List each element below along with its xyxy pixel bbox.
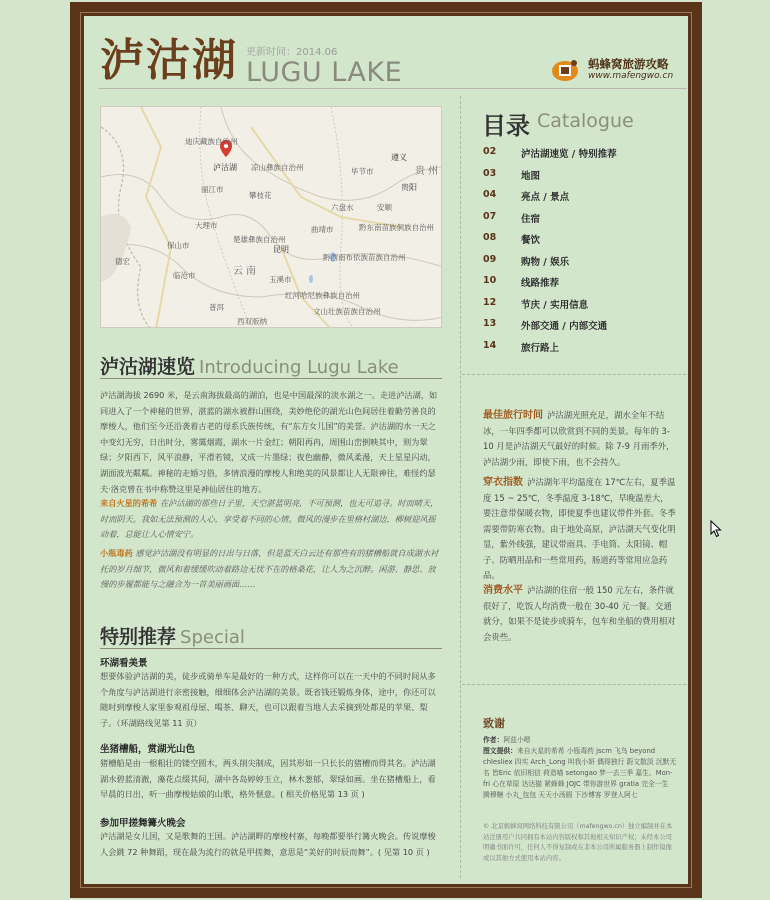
map-label: 黔东南苗族侗族自治州: [359, 223, 434, 232]
catalogue-item[interactable]: [483, 146, 683, 168]
catalogue-page-number: 10: [483, 275, 497, 286]
special-rule: [100, 648, 442, 649]
special-item-body: 想要体验泸沽湖的美，徒步或骑单车是最好的一种方式，这样你可以在一天中的不同时间从多个角度与泸沽湖进行亲密接触，细细体会泸沽湖的美景。既省钱还锻炼身体，途中，你还可以随时到摩梭人家里参观祖母屋、喝茶、聊天，也可以跟着当地人去采摘到处都是的苹果、梨子。（环湖路线见第 11 页）: [100, 671, 436, 728]
best-time-text: 泸沽湖光照充足，湖水全年不结冰，一年四季都可以欣赏到不同的美景。每年的 3-10 月是泸沽湖天气最好的时候。除 7-9 月雨季外，泸沽湖少雨，即使下雨，也不会持久。: [483, 410, 675, 467]
region-map: [100, 106, 442, 328]
catalogue-item[interactable]: [483, 211, 683, 233]
special-item-title: 参加甲搓舞篝火晚会: [100, 818, 186, 829]
intro-rule: [100, 378, 442, 379]
logo-url: www.mafengwo.cn: [588, 71, 674, 81]
column-divider: [460, 96, 461, 878]
special-item-title: 环湖看美景: [100, 658, 148, 669]
mafengwo-logo-icon: [550, 58, 580, 82]
catalogue-label: 餐饮: [521, 235, 541, 246]
quote-1: [100, 496, 442, 543]
catalogue-page-number: 07: [483, 210, 497, 222]
catalogue-page-number: 12: [483, 296, 497, 308]
intro-heading: [100, 352, 399, 378]
map-label: 大理市: [195, 221, 218, 230]
catalogue-page-number: 08: [483, 232, 497, 243]
catalogue-title-en: Catalogue: [537, 110, 634, 132]
map-label: 贵阳: [401, 183, 417, 192]
catalogue-label: 地图: [521, 170, 541, 182]
catalogue-item[interactable]: [483, 297, 683, 319]
thanks-photo: [483, 746, 677, 801]
catalogue-page-number: 14: [483, 339, 497, 351]
intro-title-en: Introducing Lugu Lake: [199, 357, 399, 378]
special-heading: [100, 622, 245, 648]
catalogue-label: 住宿: [521, 213, 541, 225]
map-label: 遵义: [391, 153, 407, 162]
special-title-en: Special: [180, 627, 245, 648]
thanks-author-key: 作者：: [483, 736, 504, 744]
page-title-zh: 泸沽湖: [100, 35, 238, 86]
catalogue-page-number: 04: [483, 189, 497, 200]
catalogue-item[interactable]: [483, 232, 683, 254]
quote-2-text: 感觉泸沽湖没有明显的日出与日落，但是蓝天白云还有那些有的猪槽船就自成湖水衬托的岁月细节，微风和着缓缓吹动着路边无忧不在的格桑花，让人为之沉醉。闲游、静思、放慢的步履都能与之融合为一首美丽画面……: [100, 548, 439, 590]
quote-2: [100, 546, 442, 593]
catalogue-label: 旅行路上: [521, 342, 560, 354]
map-label: 黔西南布依族苗族自治州: [323, 253, 406, 262]
best-time-key: 最佳旅行时间: [483, 410, 543, 421]
cost-info: [483, 583, 677, 645]
special-title-zh: 特别推荐: [100, 626, 177, 648]
map-label: 攀枝花: [249, 191, 272, 200]
catalogue-item[interactable]: [483, 189, 683, 211]
mouse-cursor-icon: [710, 520, 722, 538]
thanks-author-name: 阿兹小嗯: [503, 736, 531, 744]
map-label: 丽江市: [201, 185, 224, 194]
catalogue-item[interactable]: [483, 318, 683, 340]
catalogue-item[interactable]: [483, 254, 683, 276]
page-title-en: LUGU LAKE: [246, 57, 403, 88]
map-label: 昆明: [273, 245, 289, 254]
update-date: 更新时间：2014.06: [246, 47, 338, 58]
thanks-photo-credits: 来自火星的希希 小瓶毒药 jscm 飞鸟 beyond chlesliex 四实 Arch_Long 叫我小妍 偶得独行 蔚文散淡 沉默无名 皆Eric 依旧相信 荷造喵 setongao 梦一去三季 嘉生、Mon-fri 心在草原 达达猫 紧蜂蜂 JOJC 带你游世界 gratia 完全一生 腾穆糖 小丸_包包 天天小汤圆 下沙博客 罗登人阿七: [483, 747, 677, 799]
catalogue-page-number: 13: [483, 318, 497, 329]
map-label: 文山壮族苗族自治州: [313, 307, 381, 316]
intro-body: 泸沽湖海拔 2690 米，是云南海拔最高的湖泊，也是中国最深的淡水湖之一。走进泸沽湖，如同进入了一个神秘的世界，湛蓝的湖水被群山围绕，美妙绝伦的湖光山色间居住着勤劳善良的摩梭人，他们至今还沿袭着古老的母系氏族传统，有“东方女儿国”的美誉。泸沽湖的水一天之中变幻无穷，日出时分，雾霭烟霞，湖水一片金红；朝阳再冉，周围山峦倒映其中，则为翠绿；夕阳西下，风平浪静，平滑若镜，又成一片墨绿；夜色幽静，微风柔漫，天上星星闪动，湖面波光粼粼。神秘的走婚习俗，多情浪漫的摩梭人和绝美的风景都让人无限神往，难怪约瑟夫·洛克曾在书中称赞这里是神仙居住的地方。: [100, 390, 438, 494]
map-label: 泸沽湖: [213, 163, 237, 172]
map-label: 楚雄彝族自治州: [233, 235, 286, 244]
thanks-body: [483, 735, 677, 801]
quote-1-author: 来自火星的希希: [100, 498, 158, 508]
map-label: 迪庆藏族自治州: [185, 137, 238, 146]
best-time-info: [483, 408, 677, 470]
map-label: 曲靖市: [311, 225, 334, 234]
map-label: 贵州: [415, 166, 441, 177]
catalogue-label: 外部交通 / 内部交通: [521, 321, 608, 332]
map-label: 保山市: [167, 241, 190, 250]
catalogue-page-number: 03: [483, 167, 497, 179]
catalogue-page-number: 02: [483, 146, 497, 157]
catalogue-label: 购物 / 娱乐: [521, 256, 570, 268]
thanks-title: 致谢: [483, 717, 505, 730]
intro-title-zh: 泸沽湖速览: [100, 356, 196, 378]
map-label: 云南: [233, 266, 259, 277]
catalogue-page-number: 09: [483, 253, 497, 265]
info-divider: [462, 684, 686, 685]
map-label: 六盘水: [331, 203, 354, 212]
dress-key: 穿衣指数: [483, 477, 523, 488]
special-item-title: 坐猪槽船，赏湖光山色: [100, 744, 196, 755]
map-label: 红河哈尼族彝族自治州: [285, 291, 360, 300]
header-divider: [99, 88, 687, 89]
thanks-photo-key: 图文提供：: [483, 747, 517, 755]
catalogue-label: 泸沽湖速览 / 特别推荐: [521, 149, 617, 160]
map-label: 德宏: [115, 257, 130, 266]
map-label: 凉山彝族自治州: [251, 163, 304, 172]
cost-text: 泸沽湖的住宿一般 150 元左右，条件就很好了，吃饭人均消费一般在 30-40 元一餐。交通就分，如果不是徒步或骑车，包车和坐船的费用相对会贵些。: [483, 585, 676, 642]
quote-1-text: 在泸沽湖的那些日子里，天空湛蓝明亮，不可预测，也无可追寻。时而晴天，时而阴天。我如无法预测的人心，享受着不同的心情。微风的漫步在里格村湖边，柳树迎风摇动着，总能让人心情安宁。: [100, 498, 439, 540]
catalogue-list: [483, 146, 683, 361]
special-item-body: 猪槽船是由一根粗壮的镂空圆木，两头削尖制成，因其形如一只长长的猪槽而得其名。泸沽湖湖水碧蓝清澈，藻花点缀其间，湖中各岛婷婷玉立，林木葱郁，翠绿如画。坐在猪槽船上，看早晨的日出，听一曲摩梭姑娘的山歌，格外惬意。( 相关价格见第 13 页 ): [100, 758, 436, 800]
map-background-icon: [101, 107, 442, 328]
logo-name: 蚂蜂窝旅游攻略: [588, 57, 669, 71]
map-label: 毕节市: [351, 167, 374, 176]
catalogue-title-zh: 目录: [482, 112, 530, 140]
special-item-body: 泸沽湖是女儿国，又是歌舞的王国。泸沽湖畔的摩梭村寨，每晚都要举行篝火晚会。传说摩梭人会跳 72 种舞蹈，现在最为流行的就是甲搓舞，意思是“美好的时辰而舞”。( 见第 10 页 ): [100, 831, 436, 857]
catalogue-label: 节庆 / 实用信息: [521, 299, 589, 311]
quote-2-author: 小瓶毒药: [100, 548, 133, 558]
thanks-author: [483, 735, 677, 746]
map-label: 临沧市: [173, 271, 196, 280]
catalogue-label: 线路推荐: [521, 278, 560, 289]
map-label: 安顺: [377, 203, 392, 212]
cost-key: 消费水平: [483, 585, 523, 596]
dress-text: 泸沽湖年平均温度在 17℃左右，夏季温度 15 ~ 25℃，冬季温度 3-18℃，早晚温差大，要注意带保暖衣物，即使夏季也建议带件外套。冬季需要带防寒衣物。由于地处高原，泸沽湖天气变化明显，紫外线强，建议带雨具、手电筒、太阳镜、帽子、防晒用品和一些常用药，肠道药等常用应急药品。: [483, 477, 676, 580]
catalogue-divider: [462, 374, 686, 375]
map-label: 玉溪市: [269, 275, 292, 284]
catalogue-item[interactable]: [483, 168, 683, 190]
map-label: 普洱: [209, 303, 224, 312]
catalogue-item[interactable]: [483, 275, 683, 297]
catalogue-item[interactable]: [483, 340, 683, 362]
map-label: 西双版纳: [237, 317, 267, 326]
catalogue-label: 亮点 / 景点: [521, 192, 570, 203]
dress-info: [483, 475, 677, 584]
copyright-text: © 北京蚂蜂窝网络科技有限公司（mafengwo.cn）独立编制并在本站注册用户共同拥有本站内容版权和其他相关知识产权；未经本公司明确书面许可，任何人不得复制或在非本公司所属服务器上制作镜像或以其他方式使用本站内容。: [483, 823, 673, 862]
